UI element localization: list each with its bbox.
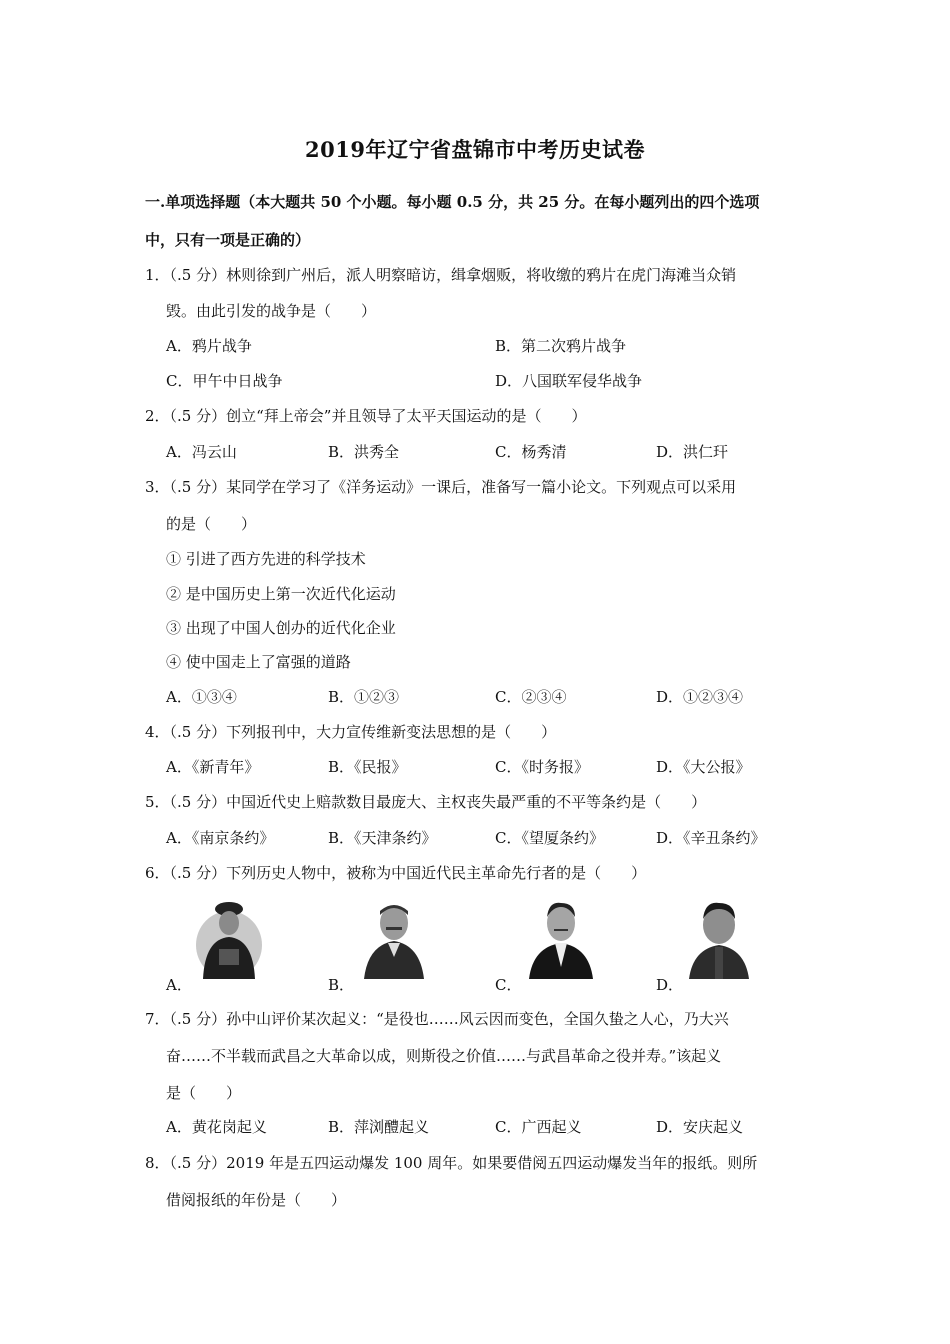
question-3-statement-3: ③ 出现了中国人创办的近代化企业 xyxy=(166,619,396,637)
portrait-photo-d[interactable] xyxy=(685,897,753,979)
question-2-stem: 2．（.5 分）创立“拜上帝会”并且领导了太平天国运动的是（ ） xyxy=(145,407,587,425)
question-7-option-d[interactable]: D．安庆起义 xyxy=(656,1118,744,1136)
question-4-option-c[interactable]: C．《时务报》 xyxy=(495,758,589,776)
page-title: 2019年辽宁省盘锦市中考历史试卷 xyxy=(305,137,645,162)
question-6-stem: 6．（.5 分）下列历史人物中，被称为中国近代民主革命先行者的是（ ） xyxy=(145,864,647,882)
portrait-photo-b[interactable] xyxy=(360,897,428,979)
question-2-option-c[interactable]: C．杨秀清 xyxy=(495,443,567,461)
section-heading-line-2: 中，只有一项是正确的） xyxy=(145,231,311,249)
question-3-statement-4: ④ 使中国走上了富强的道路 xyxy=(166,653,351,671)
question-5-option-d[interactable]: D．《辛丑条约》 xyxy=(656,829,766,847)
portrait-photo-c[interactable] xyxy=(527,897,595,979)
question-3-option-b[interactable]: B．①②③ xyxy=(328,688,400,706)
question-6-option-a[interactable]: A． xyxy=(166,976,192,994)
question-3-option-d[interactable]: D．①②③④ xyxy=(656,688,744,706)
question-3-stem-line-1: 3．（.5 分）某同学在学习了《洋务运动》一课后，准备写一篇小论文。下列观点可以采用 xyxy=(145,478,737,496)
question-1-stem-line-2: 毁。由此引发的战争是（ ） xyxy=(166,302,377,320)
question-3-stem-line-2: 的是（ ） xyxy=(166,515,257,533)
portrait-d-image xyxy=(685,897,753,979)
question-5-option-c[interactable]: C．《望厦条约》 xyxy=(495,829,604,847)
portrait-a-image xyxy=(195,897,263,979)
question-7-option-b[interactable]: B．萍浏醴起义 xyxy=(328,1118,430,1136)
question-4-option-a[interactable]: A．《新青年》 xyxy=(166,758,260,776)
portrait-c-image xyxy=(527,897,595,979)
question-7-stem-line-2: 奋……不半载而武昌之大革命以成，则斯役之价值……与武昌革命之役并寿。”该起义 xyxy=(166,1047,722,1065)
question-7-stem-line-1: 7．（.5 分）孙中山评价某次起义：“是役也……风云因而变色，全国久蛰之人心，乃大兴 xyxy=(145,1010,729,1028)
question-6-option-c[interactable]: C． xyxy=(495,976,522,994)
question-4-option-d[interactable]: D．《大公报》 xyxy=(656,758,751,776)
question-3-statement-2: ② 是中国历史上第一次近代化运动 xyxy=(166,585,396,603)
question-2-option-a[interactable]: A．冯云山 xyxy=(166,443,237,461)
question-1-option-b[interactable]: B．第二次鸦片战争 xyxy=(495,337,627,355)
question-6-option-b[interactable]: B． xyxy=(328,976,355,994)
question-4-stem: 4．（.5 分）下列报刊中，大力宣传维新变法思想的是（ ） xyxy=(145,723,557,741)
question-5-option-a[interactable]: A．《南京条约》 xyxy=(166,829,275,847)
question-5-option-b[interactable]: B．《天津条约》 xyxy=(328,829,437,847)
question-2-option-d[interactable]: D．洪仁玕 xyxy=(656,443,729,461)
portrait-photo-a[interactable] xyxy=(195,897,263,979)
question-6-option-d[interactable]: D． xyxy=(656,976,684,994)
portrait-b-image xyxy=(360,897,428,979)
question-1-stem-line-1: 1．（.5 分）林则徐到广州后，派人明察暗访，缉拿烟贩，将收缴的鸦片在虎门海滩当众销 xyxy=(145,266,737,284)
question-7-stem-line-3: 是（ ） xyxy=(166,1084,242,1102)
question-5-stem: 5．（.5 分）中国近代史上赔款数目最庞大、主权丧失最严重的不平等条约是（ ） xyxy=(145,793,707,811)
question-2-option-b[interactable]: B．洪秀全 xyxy=(328,443,400,461)
question-1-option-c[interactable]: C．甲午中日战争 xyxy=(166,372,283,390)
section-heading-line-1: 一.单项选择题（本大题共 50 个小题。每小题 0.5 分，共 25 分。在每小题列出的四个选项 xyxy=(145,193,760,211)
question-3-statement-1: ① 引进了西方先进的科学技术 xyxy=(166,550,366,568)
question-8-stem-line-1: 8．（.5 分）2019 年是五四运动爆发 100 周年。如果要借阅五四运动爆发当年的报纸。则所 xyxy=(145,1154,758,1172)
question-3-option-a[interactable]: A．①③④ xyxy=(166,688,237,706)
question-7-option-c[interactable]: C．广西起义 xyxy=(495,1118,582,1136)
question-4-option-b[interactable]: B．《民报》 xyxy=(328,758,407,776)
question-7-option-a[interactable]: A．黄花岗起义 xyxy=(166,1118,267,1136)
question-3-option-c[interactable]: C．②③④ xyxy=(495,688,567,706)
question-1-option-a[interactable]: A．鸦片战争 xyxy=(166,337,252,355)
question-1-option-d[interactable]: D．八国联军侵华战争 xyxy=(495,372,643,390)
question-8-stem-line-2: 借阅报纸的年份是（ ） xyxy=(166,1191,347,1209)
